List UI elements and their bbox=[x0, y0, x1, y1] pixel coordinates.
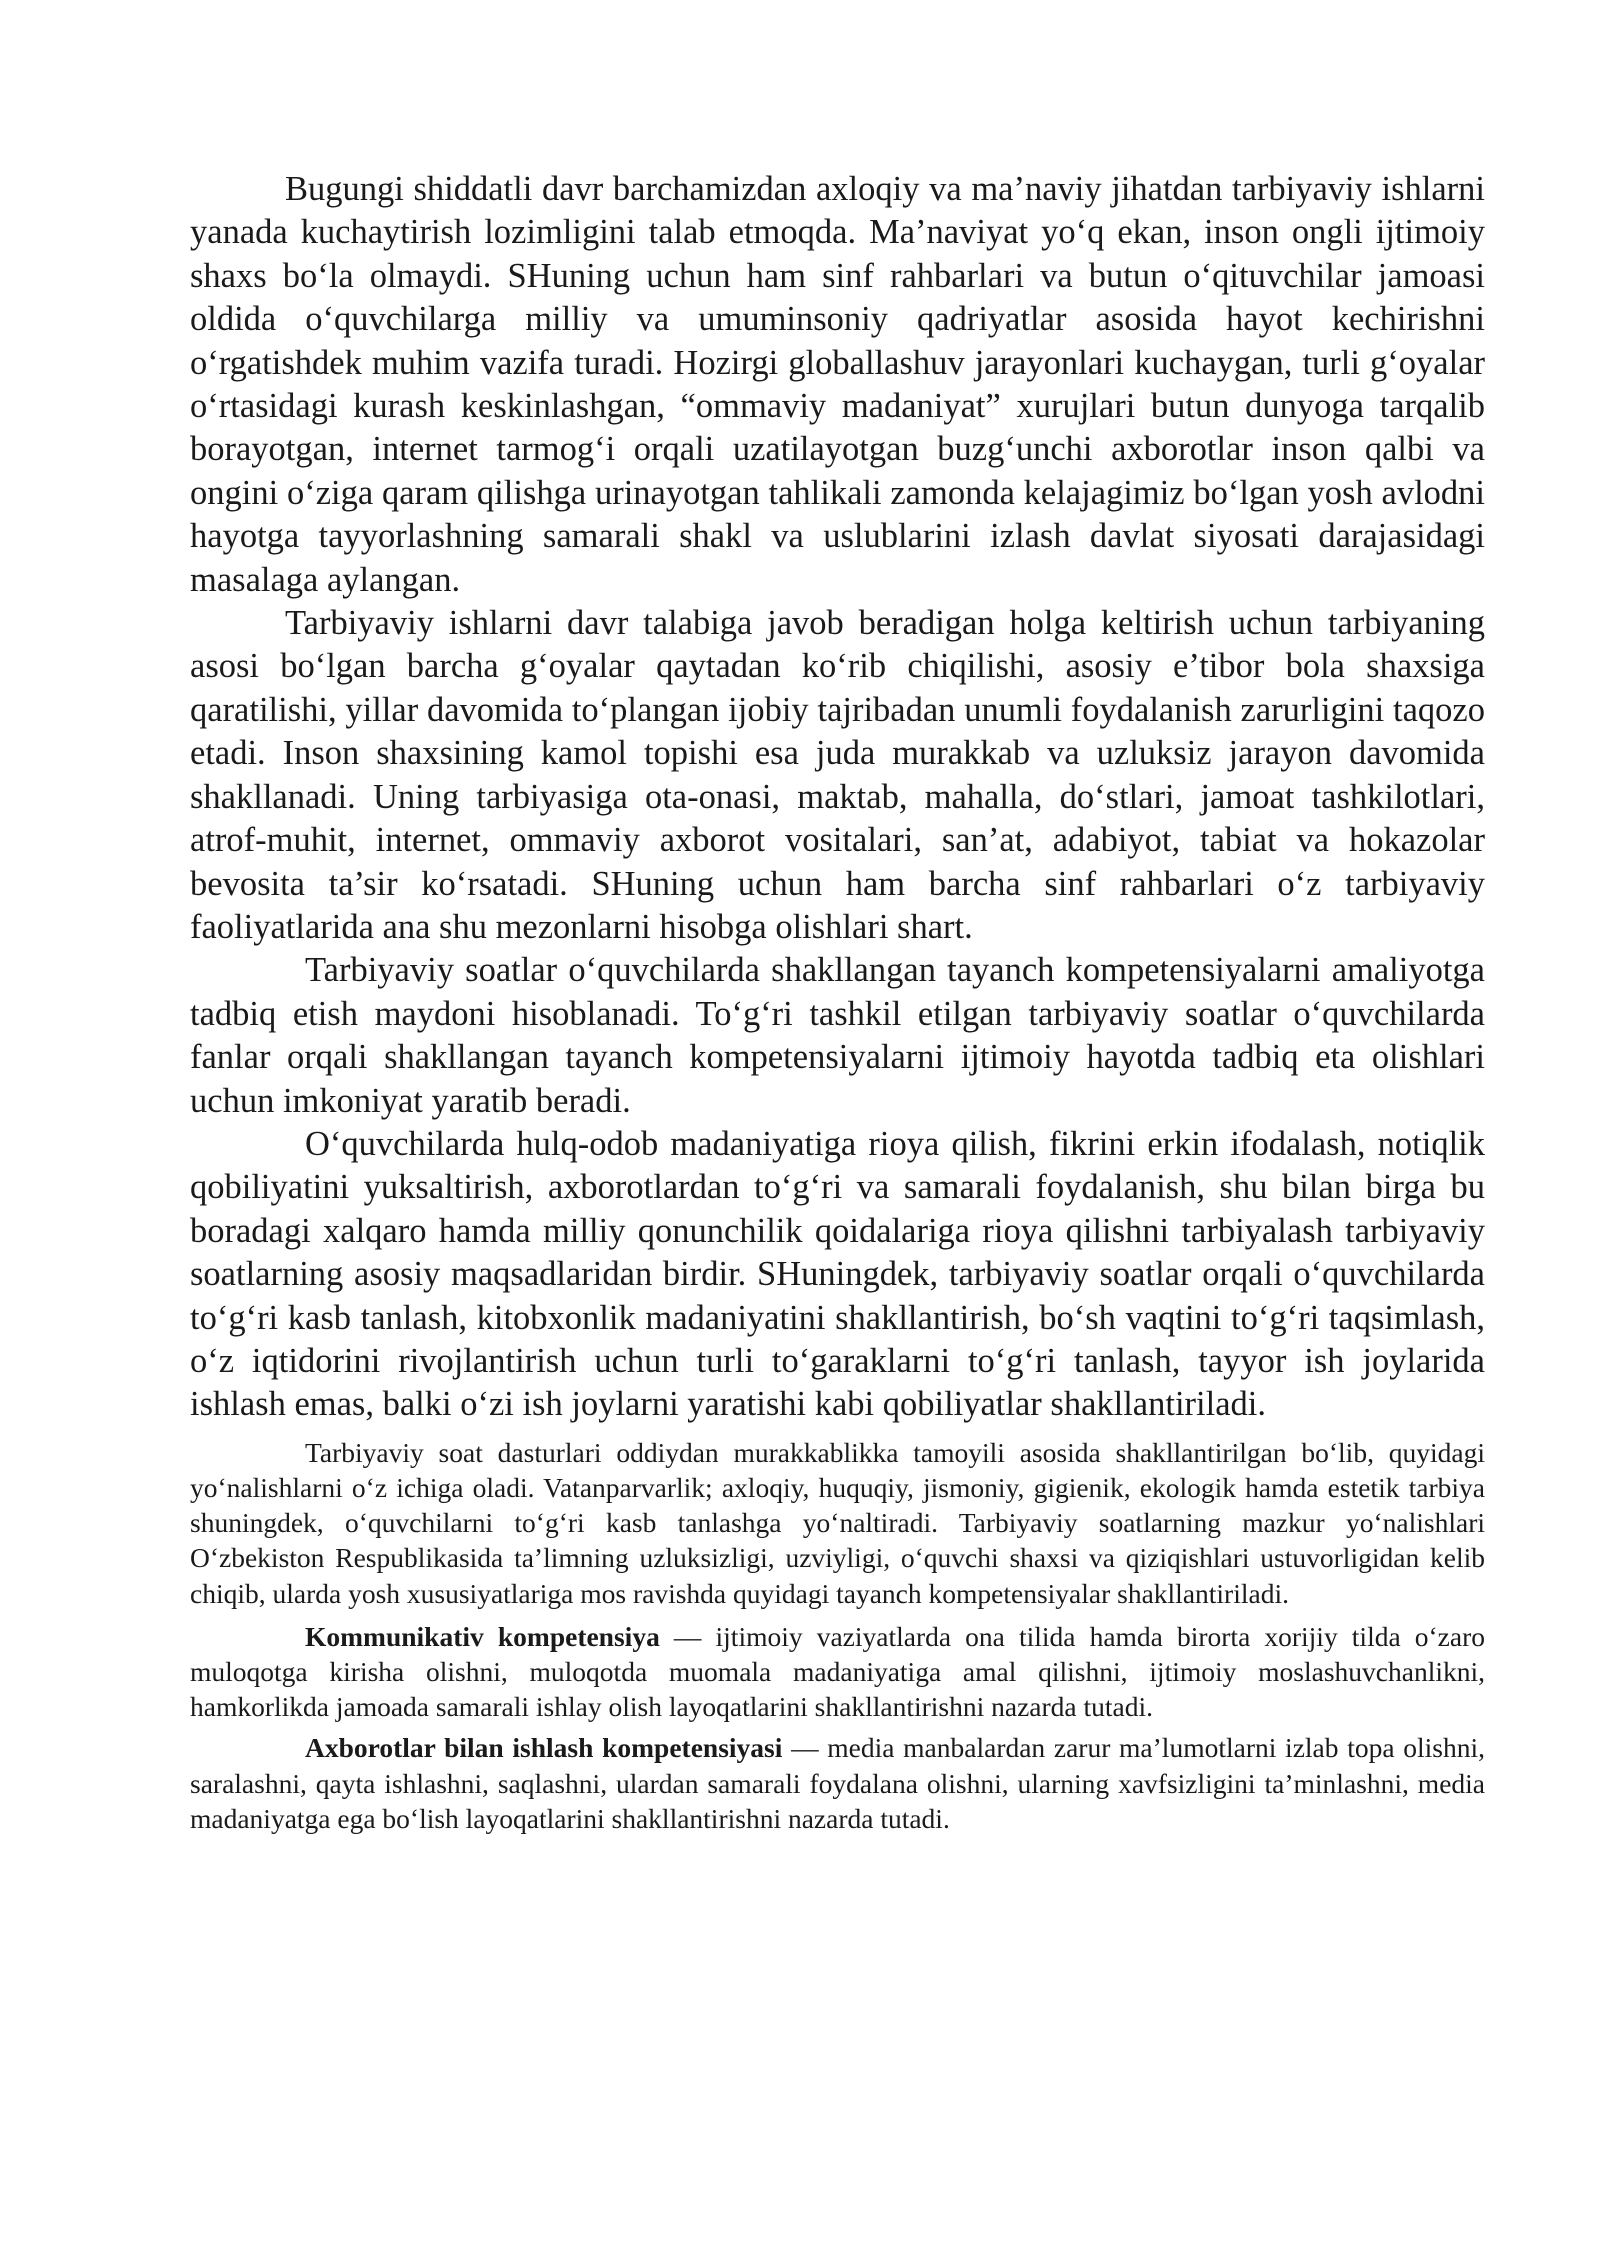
competency-definition: — media manbalardan zarur ma’lumotlarni izlab topa olishni, saralashni, qayta ishlashni, saqlashni, ulardan samarali foydalana olishni, ularning xavfsizligini ta’minlashni, media madaniyatga ega bo‘lish layoqatlarini shakllantirishni nazarda tutadi. bbox=[190, 1732, 1485, 1834]
competency-information bbox=[190, 1730, 1485, 1836]
paragraph-educational-hours: Tarbiyaviy soatlar o‘quvchilarda shakllangan tayanch kompetensiyalarni amaliyotga tadbiq etish maydoni hisoblanadi. To‘g‘ri tashkil etilgan tarbiyaviy soatlar o‘quvchilarda fanlar orqali shakllangan tayanch kompetensiyalarni ijtimoiy hayotda tadbiq eta olishlari uchun imkoniyat yaratib beradi. bbox=[190, 951, 1485, 1120]
paragraph-educational-work: Tarbiyaviy ishlarni davr talabiga javob beradigan holga keltirish uchun tarbiyaning asosi bo‘lgan barcha g‘oyalar qaytadan ko‘rib chiqilishi, asosiy e’tibor bola shaxsiga qaratilishi, yillar davomida to‘plangan ijobiy tajribadan unumli foydalanish zarurligini taqozo etadi. Inson shaxsining kamol topishi esa juda murakkab va uzluksiz jarayon davomida shakllanadi. Uning tarbiyasiga ota-onasi, maktab, mahalla, do‘stlari, jamoat tashkilotlari, atrof-muhit, internet, ommaviy axborot vositalari, san’at, adabiyot, tabiat va hokazolar bevosita ta’sir ko‘rsatadi. SHuning uchun ham barcha sinf rahbarlari o‘z tarbiyaviy faoliyatlarida ana shu mezonlarni hisobga olishlari shart. bbox=[190, 604, 1485, 946]
competency-term: Kommunikativ kompetensiya bbox=[305, 1620, 660, 1652]
competency-communicative bbox=[190, 1619, 1485, 1725]
paragraph-student-goals: O‘quvchilarda hulq-odob madaniyatiga rioya qilish, fikrini erkin ifodalash, notiqlik qobiliyatini yuksaltirish, axborotlardan to‘g‘ri va samarali foydalanish, shu bilan birga bu boradagi xalqaro hamda milliy qonunchilik qoidalariga rioya qilishni tarbiyalash tarbiyaviy soatlarning asosiy maqsadlaridan birdir. SHuningdek, tarbiyaviy soatlar orqali o‘quvchilarda to‘g‘ri kasb tanlash, kitobxonlik madaniyatini shakllantirish, bo‘sh vaqtini to‘g‘ri taqsimlash, o‘z iqtidorini rivojlantirish uchun turli to‘garaklarni to‘g‘ri tanlash, tayyor ish joylarida ishlash emas, balki o‘zi ish joylarni yaratishi kabi qobiliyatlar shakllantiriladi. bbox=[190, 1124, 1485, 1424]
paragraph-moral-education: Bugungi shiddatli davr barchamizdan axloqiy va ma’naviy jihatdan tarbiyaviy ishlarni yanada kuchaytirish lozimligini talab etmoqda. Ma’naviyat yo‘q ekan, inson ongli ijtimoiy shaxs bo‘la olmaydi. SHuning uchun ham sinf rahbarlari va butun o‘qituvchilar jamoasi oldida o‘quvchilarga milliy va umuminsoniy qadriyatlar asosida hayot kechirishni o‘rgatishdek muhim vazifa turadi. Hozirgi globallashuv jarayonlari kuchaygan, turli g‘oyalar o‘rtasidagi kurash keskinlashgan, “ommaviy madaniyat” xurujlari butun dunyoga tarqalib borayotgan, internet tarmog‘i orqali uzatilayotgan buzg‘unchi axborotlar inson qalbi va ongini o‘ziga qaram qilishga urinayotgan tahlikali zamonda kelajagimiz bo‘lgan yosh avlodni hayotga tayyorlashning samarali shakl va uslublarini izlash davlat siyosati darajasidagi masalaga aylangan. bbox=[190, 170, 1485, 599]
competency-term: Axborotlar bilan ishlash kompetensiyasi bbox=[305, 1732, 783, 1764]
competency-definition: — ijtimoiy vaziyatlarda ona tilida hamda birorta xorijiy tilda o‘zaro muloqotga kirisha olishni, muloqotda muomala madaniyatiga amal qilishni, ijtimoiy moslashuvchanlikni, hamkorlikda jamoada samarali ishlay olish layoqatlarini shakllantirishni nazarda tutadi. bbox=[190, 1620, 1485, 1723]
paragraph-programs: Tarbiyaviy soat dasturlari oddiydan murakkablikka tamoyili asosida shakllantirilgan bo‘lib, quyidagi yo‘nalishlarni o‘z ichiga oladi. Vatanparvarlik; axloqiy, huquqiy, jismoniy, gigienik, ekologik hamda estetik tarbiya shuningdek, o‘quvchilarni to‘g‘ri kasb tanlashga yo‘naltiradi. Tarbiyaviy soatlarning mazkur yo‘nalishlari O‘zbekiston Respublikasida ta’limning uzluksizligi, uzviyligi, o‘quvchi shaxsi va qiziqishlari ustuvorligidan kelib chiqib, ularda yosh xususiyatlariga mos ravishda quyidagi tayanch kompetensiyalar shakllantiriladi. bbox=[190, 1436, 1485, 1609]
document-page bbox=[190, 168, 1485, 1836]
